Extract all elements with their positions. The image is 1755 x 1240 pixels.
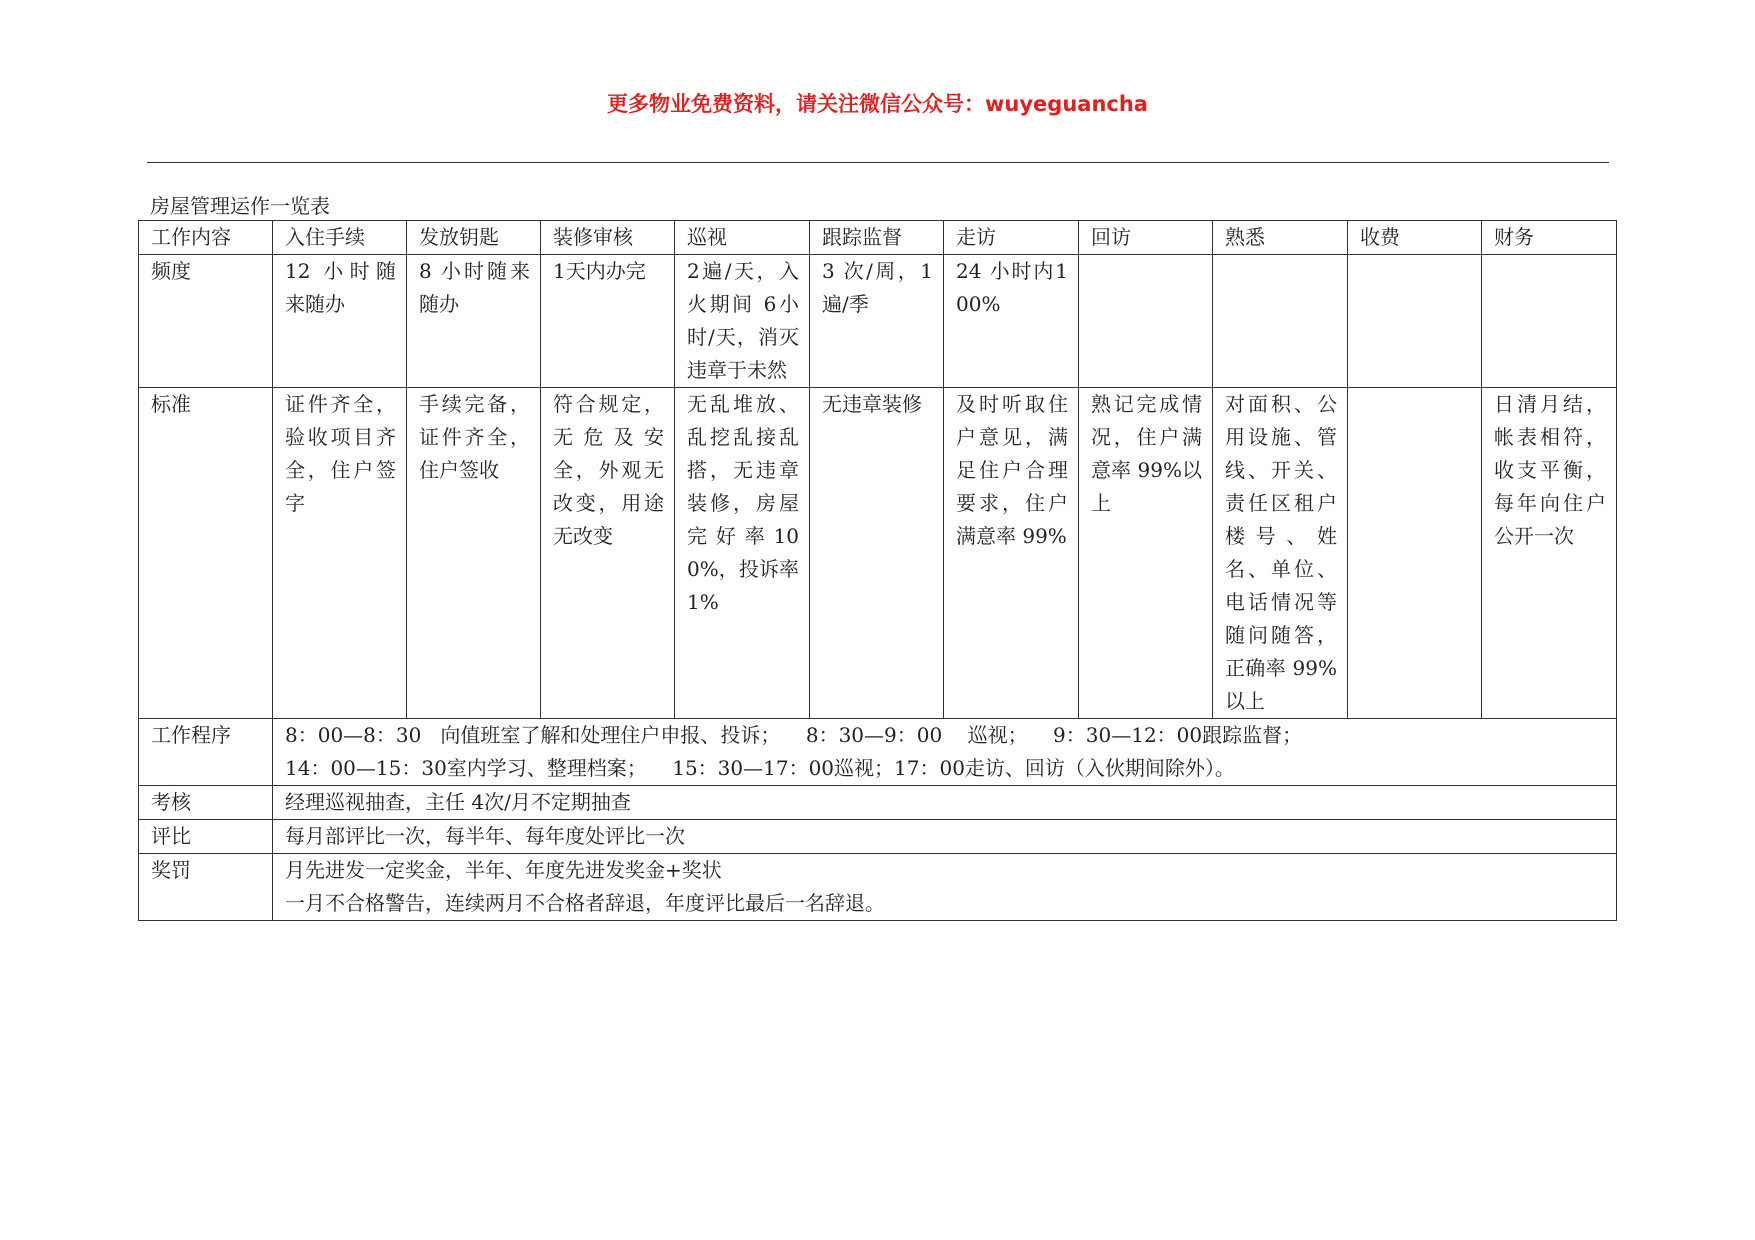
table-cell bbox=[1482, 255, 1617, 388]
table-cell: 证件齐全，验收项目齐全，住户签字 bbox=[273, 388, 407, 719]
column-header: 跟踪监督 bbox=[810, 221, 944, 255]
column-header: 入住手续 bbox=[273, 221, 407, 255]
procedure-line: 14：00—15：30室内学习、整理档案； 15：30—17：00巡视；17：00走访、回访（入伙期间除外）。 bbox=[285, 756, 1235, 780]
operations-table bbox=[138, 220, 1617, 921]
reward-line: 月先进发一定奖金，半年、年度先进发奖金+奖状 bbox=[285, 858, 722, 882]
document-title: 房屋管理运作一览表 bbox=[150, 194, 330, 218]
column-header: 回访 bbox=[1079, 221, 1213, 255]
table-cell: 2遍/天，入火期间 6小时/天，消灭违章于未然 bbox=[675, 255, 810, 388]
row-label-evaluation: 评比 bbox=[139, 820, 273, 854]
header-row bbox=[139, 221, 1617, 255]
column-header: 收费 bbox=[1348, 221, 1482, 255]
reward-line: 一月不合格警告，连续两月不合格者辞退，年度评比最后一名辞退。 bbox=[285, 891, 885, 915]
table-cell: 1天内办完 bbox=[541, 255, 675, 388]
procedure-line: 8：00—8：30 向值班室了解和处理住户申报、投诉； 8：30—9：00 巡视； 9：30—12：00跟踪监督； bbox=[285, 723, 1303, 747]
procedure-cell bbox=[273, 719, 1617, 786]
reward-row bbox=[139, 854, 1617, 921]
table-cell: 12 小时随来随办 bbox=[273, 255, 407, 388]
table-cell: 熟记完成情况，住户满意率 99%以上 bbox=[1079, 388, 1213, 719]
table-cell bbox=[1348, 255, 1482, 388]
table-cell bbox=[1348, 388, 1482, 719]
table-cell: 符合规定，无危及安全，外观无改变，用途无改变 bbox=[541, 388, 675, 719]
table-cell: 及时听取住户意见，满足住户合理要求，住户满意率 99% bbox=[944, 388, 1079, 719]
header-banner: 更多物业免费资料，请关注微信公众号：wuyeguancha bbox=[607, 92, 1148, 116]
table-cell: 无乱堆放、乱挖乱接乱搭，无违章装修，房屋完好率100%，投诉率 1% bbox=[675, 388, 810, 719]
column-header: 装修审核 bbox=[541, 221, 675, 255]
assessment-cell: 经理巡视抽查，主任 4次/月不定期抽查 bbox=[273, 786, 1617, 820]
row-label-assessment: 考核 bbox=[139, 786, 273, 820]
table-cell: 日清月结，帐表相符，收支平衡，每年向住户公开一次 bbox=[1482, 388, 1617, 719]
table-cell: 对面积、公用设施、管线、开关、责任区租户楼号、姓名、单位、电话情况等随问随答，正确率 99%以上 bbox=[1213, 388, 1348, 719]
row-label-procedure: 工作程序 bbox=[139, 719, 273, 786]
column-header: 走访 bbox=[944, 221, 1079, 255]
column-header: 巡视 bbox=[675, 221, 810, 255]
assessment-row bbox=[139, 786, 1617, 820]
column-header: 发放钥匙 bbox=[407, 221, 541, 255]
table-cell: 手续完备，证件齐全，住户签收 bbox=[407, 388, 541, 719]
reward-cell bbox=[273, 854, 1617, 921]
table-cell bbox=[1213, 255, 1348, 388]
evaluation-row bbox=[139, 820, 1617, 854]
column-header: 熟悉 bbox=[1213, 221, 1348, 255]
table-cell: 无违章装修 bbox=[810, 388, 944, 719]
row-label-frequency: 频度 bbox=[139, 255, 273, 388]
procedure-row bbox=[139, 719, 1617, 786]
table-cell bbox=[1079, 255, 1213, 388]
header-divider bbox=[147, 162, 1609, 163]
row-label-reward: 奖罚 bbox=[139, 854, 273, 921]
row-label-standard: 标准 bbox=[139, 388, 273, 719]
evaluation-cell: 每月部评比一次，每半年、每年度处评比一次 bbox=[273, 820, 1617, 854]
table-cell: 3 次/周，1遍/季 bbox=[810, 255, 944, 388]
column-header: 财务 bbox=[1482, 221, 1617, 255]
table-cell: 24 小时内100% bbox=[944, 255, 1079, 388]
row-label-work-content: 工作内容 bbox=[139, 221, 273, 255]
table-cell: 8 小时随来随办 bbox=[407, 255, 541, 388]
standard-row bbox=[139, 388, 1617, 719]
frequency-row bbox=[139, 255, 1617, 388]
